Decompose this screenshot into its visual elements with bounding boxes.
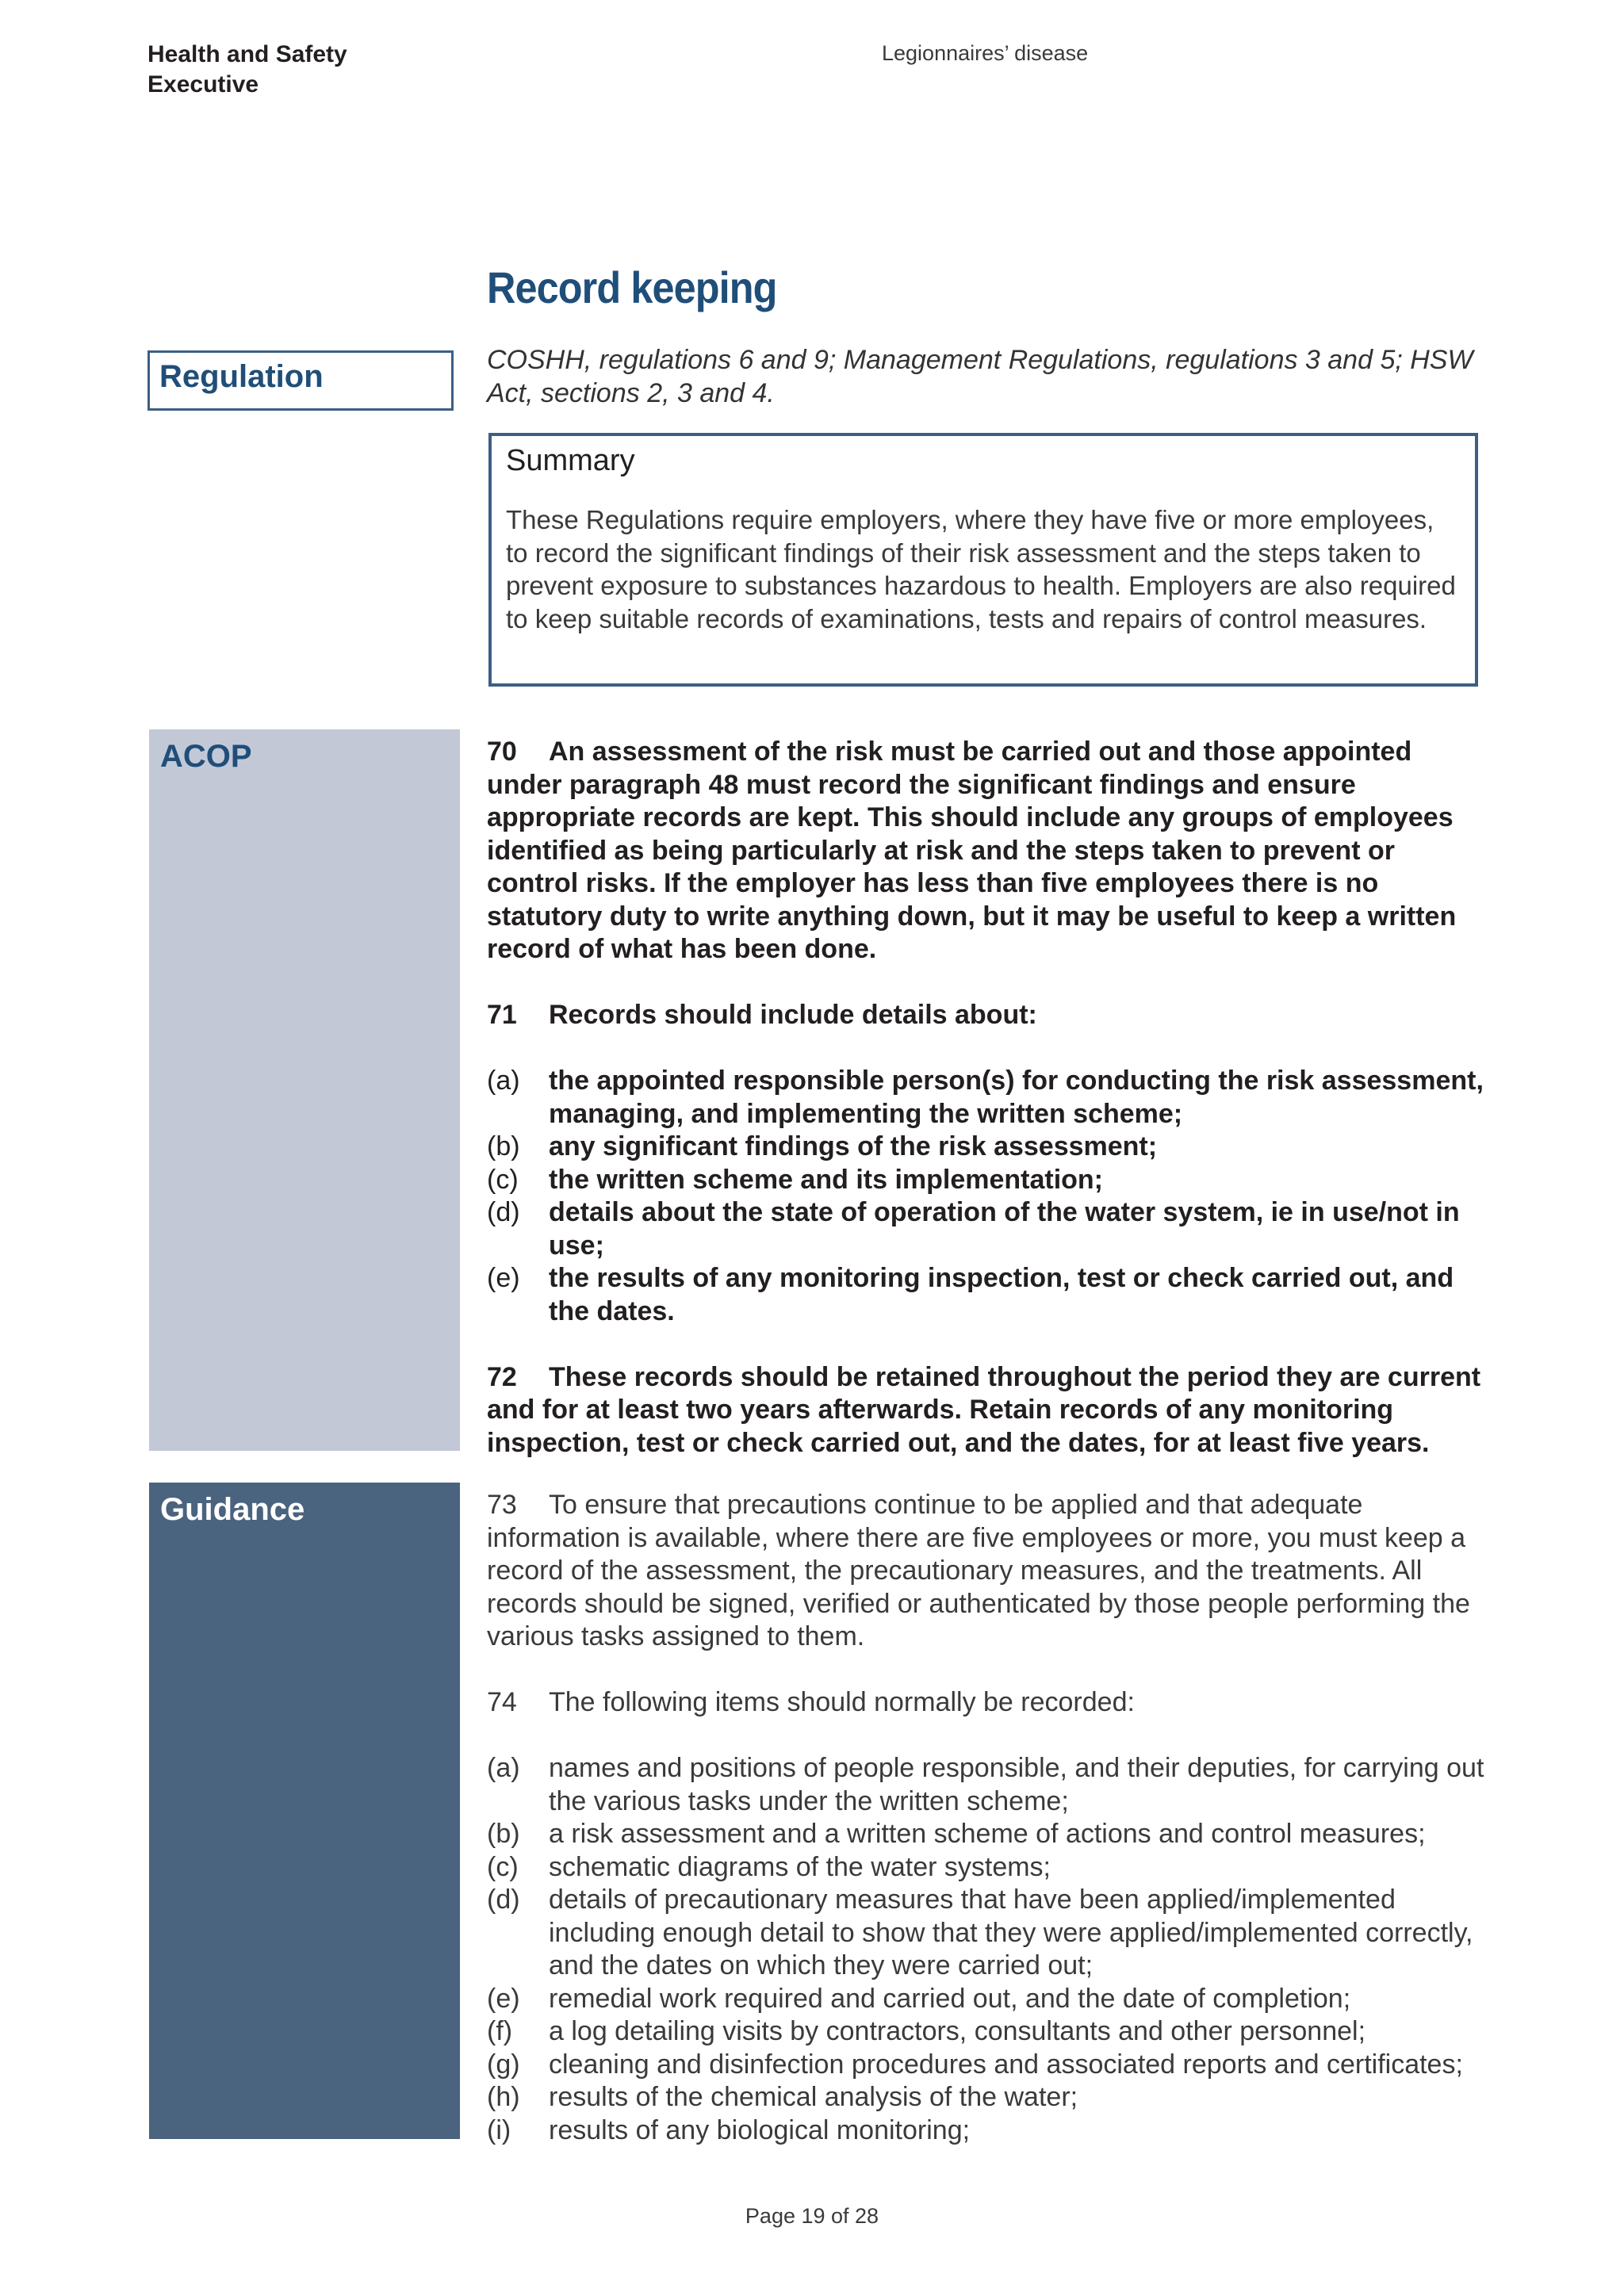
list-item [487, 1983, 1486, 2016]
list-item-label: (b) [487, 1819, 520, 1849]
paragraph-number: 70 [487, 737, 517, 767]
list-item [487, 2049, 1486, 2082]
list-item-text: schematic diagrams of the water systems; [549, 1851, 1051, 1882]
paragraph-70 [487, 736, 1486, 966]
list-item [487, 1196, 1486, 1262]
list-item-text: details about the state of operation of the water system, ie in use/not in use; [549, 1197, 1460, 1261]
paragraph-72 [487, 1361, 1486, 1460]
list-item [487, 2114, 1486, 2148]
page-title: Record keeping [487, 262, 777, 312]
summary-body: These Regulations require employers, where they have five or more employees, to record the significant findings of their risk assessment and the steps taken to prevent exposure to substances hazardous to health. Employers are also required to keep suitable records of examinations, tests and repairs of control measures. [506, 505, 1456, 633]
list-item-label: (c) [487, 1164, 519, 1195]
page-number: Page 19 of 28 [745, 2204, 879, 2228]
list-item [487, 1752, 1486, 1818]
guidance-panel [149, 1483, 460, 2139]
list-item-label: (d) [487, 1885, 520, 1915]
organisation-name-line1: Health and Safety [147, 41, 347, 67]
regulation-text: COSHH, regulations 6 and 9; Management Regulations, regulations 3 and 5; HSW Act, sections 2, 3 and 4. [487, 345, 1473, 408]
list-item [487, 2081, 1486, 2114]
paragraph-text: These records should be retained throughout the period they are current and for at least two years afterwards. Retain records of any monitoring inspection, test or check carried out, and the dates, for at least five years. [487, 1361, 1481, 1458]
list-item-text: names and positions of people responsible, and their deputies, for carrying out the various tasks under the written scheme; [549, 1753, 1484, 1816]
list-item-label: (f) [487, 2016, 513, 2046]
acop-panel [149, 729, 460, 1451]
list-item-label: (g) [487, 2049, 520, 2080]
regulation-label: Regulation [147, 350, 454, 411]
paragraph-text: An assessment of the risk must be carried out and those appointed under paragraph 48 must record the significant findings and ensure appropriate records are kept. This should include any groups of employees identified as being particularly at risk and the steps taken to prevent or control risks. If the employer has less than five employees there is no statutory duty to write anything down, but it may be useful to keep a written record of what has been done. [487, 737, 1457, 964]
document-title: Legionnaires’ disease [882, 41, 1089, 65]
paragraph-74-list [487, 1752, 1486, 2147]
list-item-text: cleaning and disinfection procedures and associated reports and certificates; [549, 2049, 1463, 2080]
acop-section [487, 736, 1486, 1460]
paragraph-74 [487, 1686, 1486, 1720]
paragraph-73 [487, 1489, 1486, 1654]
list-item-text: details of precautionary measures that have been applied/implemented including enough detail to show that they were applied/implemented correctly, and the dates on which they were carried out; [549, 1885, 1473, 1980]
list-item [487, 1851, 1486, 1885]
summary-title: Summary [506, 444, 635, 477]
list-item-label: (c) [487, 1851, 519, 1882]
list-item-text: results of the chemical analysis of the water; [549, 2082, 1078, 2112]
list-item-label: (a) [487, 1066, 520, 1096]
list-item [487, 2015, 1486, 2049]
list-item-text: results of any biological monitoring; [549, 2114, 971, 2145]
list-item [487, 1131, 1486, 1164]
paragraph-number: 73 [487, 1490, 517, 1520]
guidance-label: Guidance [160, 1492, 305, 1527]
list-item-label: (i) [487, 2114, 511, 2145]
paragraph-text: To ensure that precautions continue to be applied and that adequate information is available, where there are five employees or more, you must keep a record of the assessment, the precautionary measures, and the treatments. All records should be signed, verified or authenticated by those people performing the various tasks assigned to them. [487, 1490, 1470, 1651]
list-item-text: any significant findings of the risk assessment; [549, 1131, 1158, 1161]
paragraph-number: 71 [487, 1000, 517, 1030]
list-item-label: (h) [487, 2082, 520, 2112]
list-item [487, 1818, 1486, 1851]
acop-label: ACOP [160, 739, 252, 774]
list-item-text: the results of any monitoring inspection, test or check carried out, and the dates. [549, 1263, 1454, 1326]
paragraph-71-list [487, 1065, 1486, 1328]
list-item-text: a risk assessment and a written scheme of actions and control measures; [549, 1819, 1426, 1849]
paragraph-text: The following items should normally be recorded: [549, 1687, 1135, 1717]
list-item-label: (b) [487, 1131, 520, 1161]
list-item [487, 1065, 1486, 1131]
guidance-section [487, 1489, 1486, 2180]
list-item-text: the appointed responsible person(s) for conducting the risk assessment, managing, and implementing the written scheme; [549, 1066, 1484, 1129]
paragraph-number: 72 [487, 1361, 517, 1392]
organisation-name-line2: Executive [147, 71, 259, 98]
list-item [487, 1164, 1486, 1197]
list-item-text: a log detailing visits by contractors, consultants and other personnel; [549, 2016, 1366, 2046]
list-item-label: (d) [487, 1197, 520, 1227]
list-item [487, 1884, 1486, 1983]
organisation-name [147, 40, 347, 100]
summary-box [488, 433, 1478, 687]
list-item-label: (a) [487, 1753, 520, 1783]
paragraph-number: 74 [487, 1687, 517, 1717]
list-item-label: (e) [487, 1263, 520, 1293]
list-item-text: the written scheme and its implementation; [549, 1164, 1104, 1195]
list-item-label: (e) [487, 1983, 520, 2014]
paragraph-71 [487, 999, 1486, 1032]
paragraph-text: Records should include details about: [549, 1000, 1037, 1030]
list-item-text: remedial work required and carried out, and the date of completion; [549, 1983, 1351, 2014]
list-item [487, 1262, 1486, 1328]
